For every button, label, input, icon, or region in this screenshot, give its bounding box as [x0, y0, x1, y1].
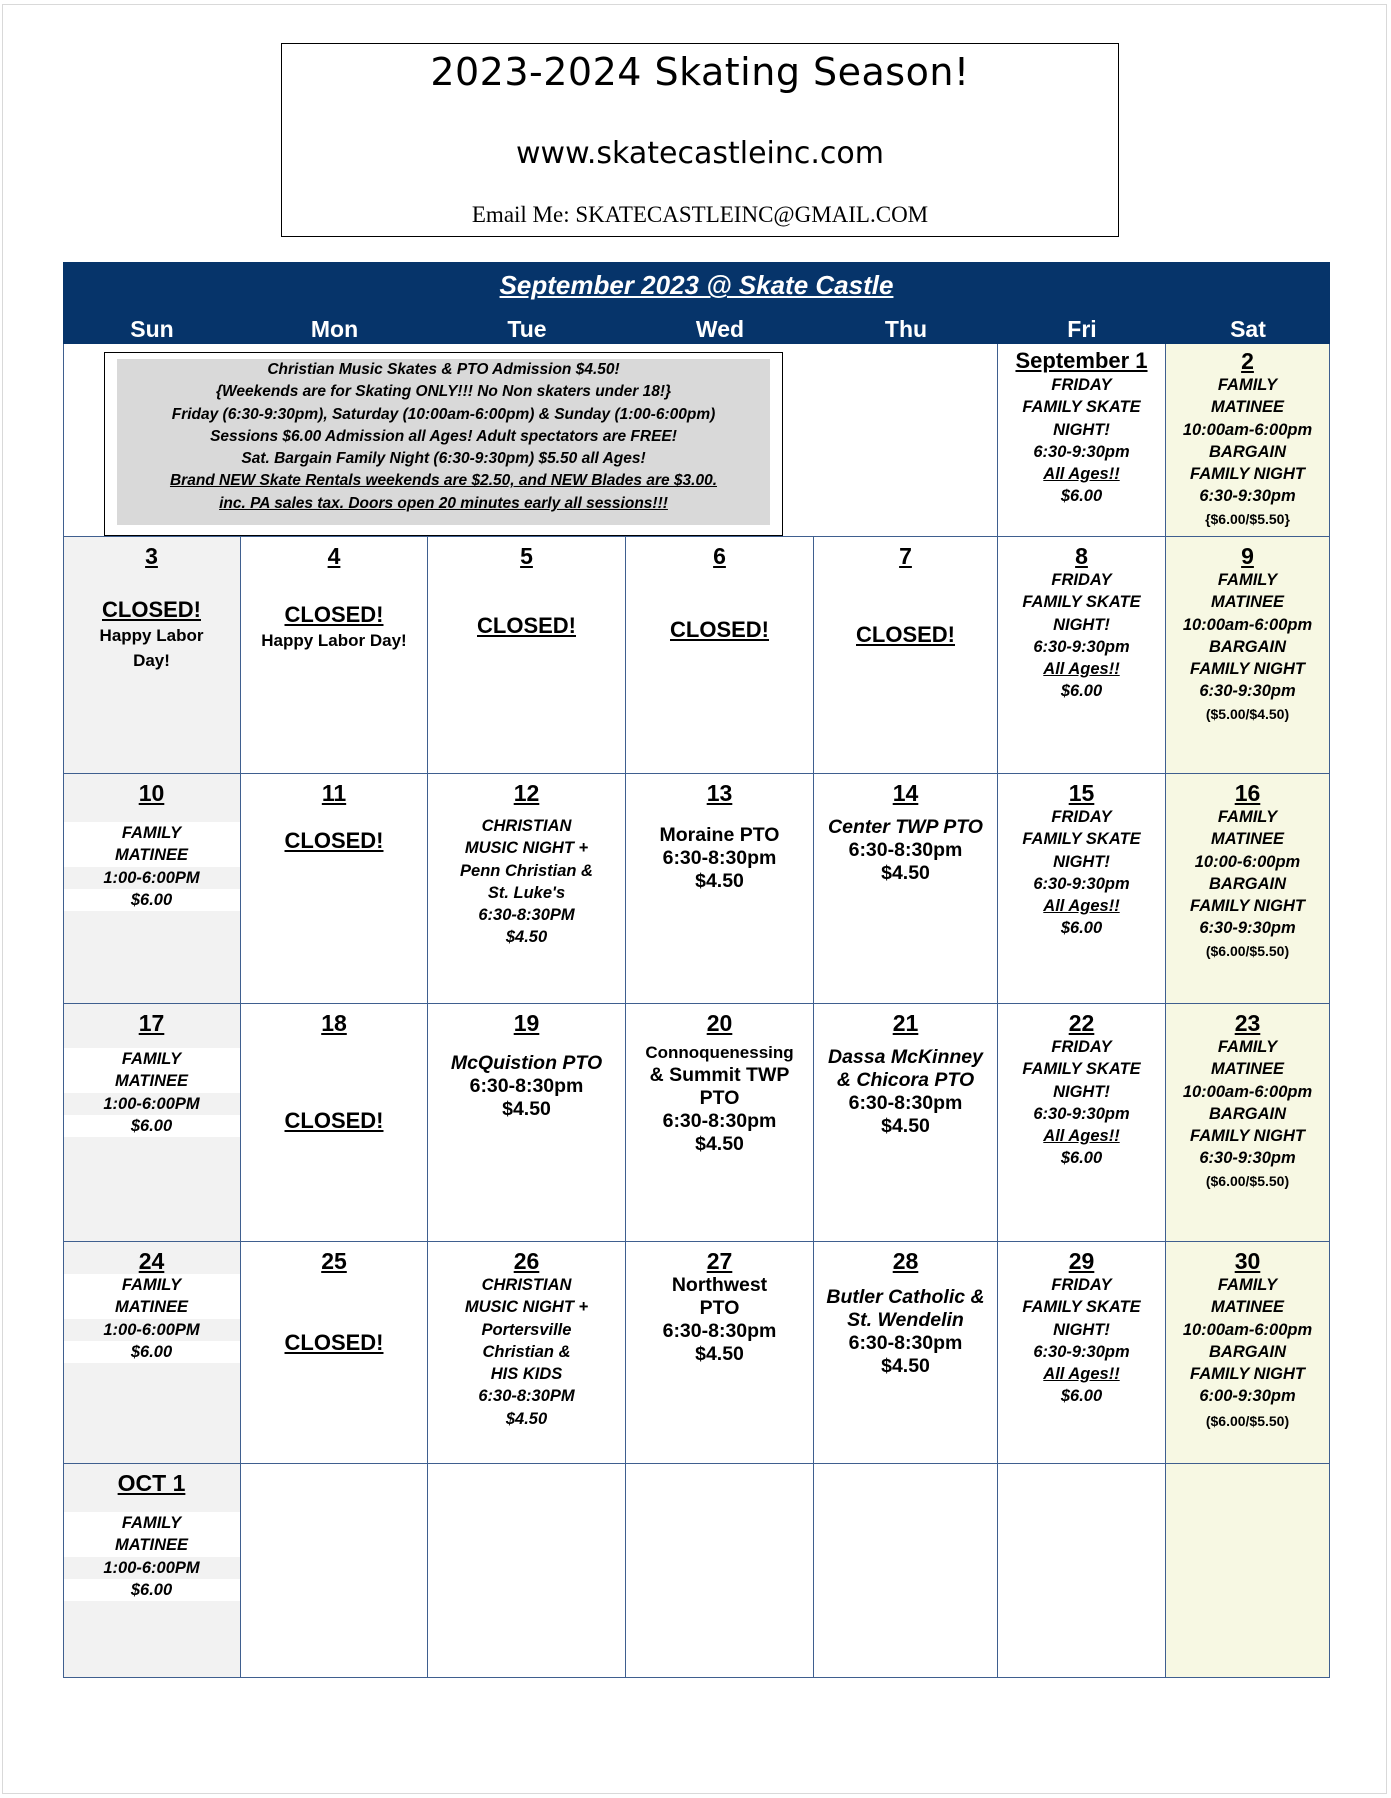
- day-number: 28: [892, 1248, 919, 1274]
- event-line: 1:00-6:00PM: [103, 1558, 200, 1577]
- event-details: [998, 1274, 1165, 1408]
- event-line: $4.50: [881, 862, 930, 884]
- event-details: [1166, 1274, 1329, 1434]
- notice-line: Christian Music Skates & PTO Admission $4.50!: [267, 361, 620, 378]
- event-line: $6.00: [1060, 682, 1103, 701]
- day-number: 3: [63, 543, 240, 569]
- event-details: [998, 569, 1165, 703]
- day-cell-sep-24[interactable]: [63, 1242, 241, 1464]
- event-line: FAMILY: [63, 822, 240, 844]
- day-number: 2: [1241, 348, 1254, 374]
- day-number: 26: [513, 1248, 540, 1274]
- closed-label: CLOSED!: [284, 1330, 384, 1355]
- event-line: 6:30-9:30pm: [1199, 682, 1296, 701]
- event-line: NIGHT!: [1053, 1320, 1110, 1339]
- event-line: ($6.00/$5.50): [1205, 1172, 1290, 1189]
- event-line: 6:30-8:30pm: [469, 1075, 584, 1097]
- event-line: $6.00: [1060, 487, 1103, 506]
- event-line: 6:30-9:30pm: [1033, 1342, 1130, 1361]
- day-cell-sep-8[interactable]: [998, 537, 1166, 774]
- event-line: 10:00am-6:00pm: [1182, 1082, 1313, 1101]
- event-line: 6:30-9:30pm: [1199, 919, 1296, 938]
- event-line: 6:30-8:30PM: [478, 1387, 575, 1406]
- day-cell-sep-25[interactable]: [241, 1242, 428, 1464]
- day-cell-sep-15[interactable]: [998, 774, 1166, 1004]
- calendar-grid: [63, 344, 1330, 1678]
- header-box: [281, 43, 1119, 237]
- event-line: $6.00: [63, 1579, 240, 1601]
- event-details: [428, 1052, 625, 1121]
- event-line: Christian &: [482, 1342, 571, 1361]
- holiday-note: Happy Labor: [99, 626, 204, 645]
- event-line: All Ages!!: [1043, 465, 1120, 484]
- event-line: MATINEE: [63, 1070, 240, 1092]
- event-details: [1166, 1036, 1329, 1192]
- notice-line: Friday (6:30-9:30pm), Saturday (10:00am-6:00pm) & Sunday (1:00-6:00pm): [171, 405, 716, 423]
- event-line: $4.50: [505, 1409, 548, 1428]
- day-cell-sep-3[interactable]: [63, 537, 241, 774]
- event-details: [998, 806, 1165, 940]
- day-cell-sep-2[interactable]: [1166, 344, 1330, 537]
- event-line: 6:30-8:30pm: [848, 1332, 963, 1354]
- event-line: Connoquenessing: [645, 1043, 794, 1062]
- day-cell-sep-6[interactable]: [626, 537, 814, 774]
- day-number: 9: [1241, 543, 1254, 569]
- closed-label: CLOSED!: [284, 1108, 384, 1133]
- event-line: MATINEE: [1210, 593, 1285, 612]
- event-line: ($6.00/$5.50): [1205, 942, 1290, 959]
- day-number: 8: [1075, 543, 1088, 569]
- event-line: & Summit TWP: [649, 1064, 790, 1086]
- event-line: FRIDAY: [1051, 1276, 1112, 1294]
- day-cell-sep-29[interactable]: [998, 1242, 1166, 1464]
- week1-empty-cells: [63, 344, 998, 537]
- event-line: {$6.00/$5.50}: [1205, 510, 1290, 527]
- event-line: FAMILY: [1217, 571, 1278, 589]
- day-cell-sep-26[interactable]: [428, 1242, 626, 1464]
- event-line: BARGAIN: [1209, 874, 1286, 893]
- day-cell-sep-18[interactable]: [241, 1004, 428, 1242]
- day-number: 17: [63, 1010, 240, 1036]
- event-line: 6:30-9:30pm: [1033, 637, 1130, 656]
- event-line: $4.50: [505, 928, 548, 947]
- event-line: Portersville: [481, 1320, 572, 1339]
- event-line: BARGAIN: [1209, 442, 1286, 461]
- notice-content: [117, 359, 770, 525]
- event-line: 6:30-8:30pm: [848, 1092, 963, 1114]
- event-line: FAMILY SKATE: [1022, 398, 1141, 417]
- event-line: Moraine PTO: [659, 824, 780, 846]
- event-line: MATINEE: [1210, 1298, 1285, 1317]
- day-number: 20: [706, 1010, 733, 1036]
- event-details: [63, 1512, 240, 1601]
- dow-sat: Sat: [1230, 316, 1266, 342]
- event-line: MATINEE: [1210, 830, 1285, 849]
- day-number: 21: [892, 1010, 919, 1036]
- closed-label: CLOSED!: [284, 602, 384, 627]
- day-number: 10: [63, 780, 240, 806]
- notice-line: Brand NEW Skate Rentals weekends are $2.50, and NEW Blades are $3.00.: [169, 472, 718, 490]
- day-number: 11: [321, 780, 347, 806]
- event-line: PTO: [699, 1087, 740, 1109]
- closed-label: CLOSED!: [284, 828, 384, 853]
- event-details: [814, 1286, 997, 1378]
- day-number: 6: [713, 543, 726, 569]
- event-line: 1:00-6:00PM: [103, 868, 200, 887]
- empty-cell: [241, 1464, 428, 1678]
- event-line: NIGHT!: [1053, 420, 1110, 439]
- event-details: [626, 824, 813, 893]
- day-number: 16: [1234, 780, 1261, 806]
- event-line: $6.00: [63, 889, 240, 911]
- event-line: All Ages!!: [1043, 660, 1120, 679]
- event-line: BARGAIN: [1209, 637, 1286, 656]
- event-details: [814, 1046, 997, 1138]
- day-number: 27: [706, 1248, 733, 1274]
- day-cell-sep-13[interactable]: [626, 774, 814, 1004]
- event-line: FAMILY SKATE: [1022, 1060, 1141, 1079]
- event-line: 1:00-6:00PM: [103, 1094, 200, 1113]
- notice-line: Sat. Bargain Family Night (6:30-9:30pm) $5.50 all Ages!: [241, 450, 646, 468]
- day-number: 12: [513, 780, 540, 806]
- event-line: NIGHT!: [1053, 852, 1110, 871]
- holiday-note: Day!: [133, 651, 170, 670]
- event-details: [998, 1036, 1165, 1170]
- event-line: 6:30-9:30pm: [1199, 487, 1296, 506]
- day-cell-sep-21[interactable]: [814, 1004, 998, 1242]
- day-number: 13: [706, 780, 733, 806]
- event-line: 6:30-9:30pm: [1033, 1104, 1130, 1123]
- day-cell-sep-28[interactable]: [814, 1242, 998, 1464]
- event-line: FAMILY NIGHT: [1190, 660, 1305, 679]
- event-line: $4.50: [695, 870, 744, 892]
- event-line: $6.00: [1060, 1149, 1103, 1168]
- event-line: 6:30-8:30pm: [662, 1320, 777, 1342]
- event-line: FAMILY: [1217, 808, 1278, 826]
- event-line: HIS KIDS: [490, 1365, 563, 1384]
- notice-line: inc. PA sales tax. Doors open 20 minutes early all sessions!!!: [219, 494, 668, 512]
- event-line: NIGHT!: [1053, 615, 1110, 634]
- empty-cell: [814, 1464, 998, 1678]
- dow-sun: Sun: [130, 316, 174, 342]
- holiday-note: Happy Labor Day!: [261, 631, 407, 650]
- event-line: BARGAIN: [1209, 1104, 1286, 1123]
- event-line: CHRISTIAN: [481, 1276, 572, 1294]
- event-line: MATINEE: [63, 1296, 240, 1318]
- notice-line: {Weekends are for Skating ONLY!!! No Non skaters under 18!}: [215, 383, 672, 401]
- event-details: [626, 1274, 813, 1366]
- event-line: PTO: [699, 1297, 740, 1319]
- event-line: 6:30-8:30PM: [478, 906, 575, 925]
- event-line: FAMILY NIGHT: [1190, 897, 1305, 916]
- event-line: BARGAIN: [1209, 1342, 1286, 1361]
- event-line: 10:00am-6:00pm: [1182, 615, 1313, 634]
- event-line: FAMILY: [1217, 376, 1278, 394]
- empty-cell: [428, 1464, 626, 1678]
- event-line: Penn Christian &: [460, 861, 593, 880]
- event-line: $4.50: [502, 1098, 551, 1120]
- day-number: 25: [321, 1248, 347, 1274]
- day-cell-sep-14[interactable]: [814, 774, 998, 1004]
- closed-label: CLOSED!: [477, 613, 576, 638]
- event-line: FAMILY SKATE: [1022, 830, 1141, 849]
- event-line: FAMILY NIGHT: [1190, 1365, 1305, 1384]
- month-title: September 2023 @ Skate Castle: [499, 270, 894, 300]
- event-details: [1166, 806, 1329, 962]
- event-line: FAMILY: [1217, 1038, 1278, 1056]
- day-number: 30: [1234, 1248, 1261, 1274]
- event-line: 10:00-6:00pm: [1194, 852, 1301, 871]
- event-details: [428, 815, 625, 949]
- event-details: [428, 1274, 625, 1430]
- notice-box: [104, 352, 783, 536]
- empty-cell: [998, 1464, 1166, 1678]
- event-line: 10:00am-6:00pm: [1182, 1320, 1313, 1339]
- dow-fri: Fri: [1067, 316, 1097, 342]
- event-line: $6.00: [1060, 919, 1103, 938]
- dow-wed: Wed: [695, 316, 745, 342]
- day-cell-sep-19[interactable]: [428, 1004, 626, 1242]
- event-line: Center TWP PTO: [828, 816, 983, 838]
- event-line: Butler Catholic &: [826, 1286, 985, 1308]
- day-number: OCT 1: [63, 1470, 240, 1496]
- closed-label: CLOSED!: [856, 622, 955, 647]
- day-number: 5: [520, 543, 533, 569]
- day-cell-sep-10[interactable]: [63, 774, 241, 1004]
- event-line: ($6.00/$5.50): [1205, 1412, 1290, 1429]
- event-line: 10:00am-6:00pm: [1182, 420, 1313, 439]
- dow-mon: Mon: [310, 316, 359, 342]
- contact-email[interactable]: Email Me: SKATECASTLEINC@GMAIL.COM: [471, 202, 929, 227]
- event-line: FAMILY: [1217, 1276, 1278, 1294]
- event-line: MATINEE: [1210, 1060, 1285, 1079]
- day-cell-sep-17[interactable]: [63, 1004, 241, 1242]
- event-line: FAMILY SKATE: [1022, 593, 1141, 612]
- day-number: 23: [1234, 1010, 1261, 1036]
- event-line: FAMILY SKATE: [1022, 1298, 1141, 1317]
- day-number: 15: [1068, 780, 1095, 806]
- event-line: CHRISTIAN: [481, 817, 572, 835]
- day-cell-sep-16[interactable]: [1166, 774, 1330, 1004]
- event-line: St. Luke's: [487, 883, 566, 902]
- event-line: FAMILY: [63, 1512, 240, 1534]
- event-line: 6:00-9:30pm: [1199, 1387, 1296, 1406]
- event-line: FAMILY NIGHT: [1190, 1127, 1305, 1146]
- event-line: 6:30-8:30pm: [848, 839, 963, 861]
- event-line: $4.50: [695, 1133, 744, 1155]
- event-line: $4.50: [695, 1343, 744, 1365]
- closed-label: CLOSED!: [670, 617, 769, 642]
- day-number: 29: [1068, 1248, 1095, 1274]
- event-line: 6:30-9:30pm: [1033, 442, 1130, 461]
- day-cell-sep-23[interactable]: [1166, 1004, 1330, 1242]
- closed-label: CLOSED!: [102, 597, 201, 622]
- day-number: 18: [321, 1010, 347, 1036]
- calendar: [63, 262, 1330, 1678]
- event-line: $6.00: [1060, 1387, 1103, 1406]
- event-line: MUSIC NIGHT +: [464, 1298, 589, 1317]
- event-line: $6.00: [63, 1115, 240, 1137]
- event-line: All Ages!!: [1043, 1127, 1120, 1146]
- event-line: 6:30-8:30pm: [662, 1110, 777, 1132]
- empty-cell: [626, 1464, 814, 1678]
- day-cell-sep-4[interactable]: [241, 537, 428, 774]
- event-line: McQuistion PTO: [450, 1052, 603, 1074]
- day-number: 22: [1068, 1010, 1095, 1036]
- event-details: [1166, 569, 1329, 725]
- event-details: [998, 374, 1165, 508]
- event-line: 6:30-9:30pm: [1033, 874, 1130, 893]
- day-number: 4: [327, 543, 341, 569]
- event-line: FAMILY NIGHT: [1190, 465, 1305, 484]
- event-line: MUSIC NIGHT +: [464, 839, 589, 858]
- event-line: MATINEE: [63, 844, 240, 866]
- event-line: Dassa McKinney: [828, 1046, 983, 1068]
- event-line: FRIDAY: [1051, 1038, 1112, 1056]
- day-cell-sep-7[interactable]: [814, 537, 998, 774]
- event-line: MATINEE: [1210, 398, 1285, 417]
- notice-line: Sessions $6.00 Admission all Ages! Adult spectators are FREE!: [210, 427, 677, 445]
- event-details: [814, 816, 997, 885]
- event-line: $4.50: [881, 1355, 930, 1377]
- day-number: 14: [892, 780, 919, 806]
- event-line: & Chicora PTO: [836, 1069, 975, 1091]
- event-line: St. Wendelin: [847, 1309, 964, 1331]
- day-cell-sep-20[interactable]: [626, 1004, 814, 1242]
- empty-cell: [1166, 1464, 1330, 1678]
- event-line: All Ages!!: [1043, 897, 1120, 916]
- day-number: 19: [513, 1010, 540, 1036]
- event-details: [63, 1274, 240, 1363]
- day-cell-sep-9[interactable]: [1166, 537, 1330, 774]
- event-details: [63, 1048, 240, 1137]
- day-number: September 1: [1015, 348, 1148, 373]
- event-details: [626, 1041, 813, 1156]
- calendar-header: [63, 262, 1330, 344]
- event-details: [63, 822, 240, 911]
- event-line: 6:30-8:30pm: [662, 847, 777, 869]
- day-cell-sep-12[interactable]: [428, 774, 626, 1004]
- dow-tue: Tue: [507, 316, 547, 342]
- dow-thu: Thu: [884, 316, 928, 342]
- day-cell-sep-1[interactable]: [998, 344, 1166, 537]
- event-line: FRIDAY: [1051, 376, 1112, 394]
- event-line: $6.00: [63, 1341, 240, 1363]
- event-line: All Ages!!: [1043, 1365, 1120, 1384]
- event-line: FAMILY: [63, 1048, 240, 1070]
- event-line: FRIDAY: [1051, 571, 1112, 589]
- page-title: 2023-2024 Skating Season!: [430, 50, 970, 94]
- day-cell-sep-27[interactable]: [626, 1242, 814, 1464]
- day-number: 24: [63, 1248, 240, 1274]
- day-cell-oct-1[interactable]: [63, 1464, 241, 1678]
- event-line: Northwest: [671, 1274, 768, 1296]
- event-line: $4.50: [881, 1115, 930, 1137]
- event-line: FAMILY: [63, 1274, 240, 1296]
- website-url[interactable]: www.skatecastleinc.com: [516, 136, 884, 171]
- day-cell-sep-5[interactable]: [428, 537, 626, 774]
- event-line: FRIDAY: [1051, 808, 1112, 826]
- day-cell-sep-22[interactable]: [998, 1004, 1166, 1242]
- day-cell-sep-11[interactable]: [241, 774, 428, 1004]
- event-line: 6:30-9:30pm: [1199, 1149, 1296, 1168]
- day-cell-sep-30[interactable]: [1166, 1242, 1330, 1464]
- event-line: 1:00-6:00PM: [103, 1320, 200, 1339]
- event-line: MATINEE: [63, 1534, 240, 1556]
- day-number: 7: [899, 543, 912, 569]
- event-line: ($5.00/$4.50): [1205, 705, 1290, 722]
- event-line: NIGHT!: [1053, 1082, 1110, 1101]
- event-details: [1166, 374, 1329, 530]
